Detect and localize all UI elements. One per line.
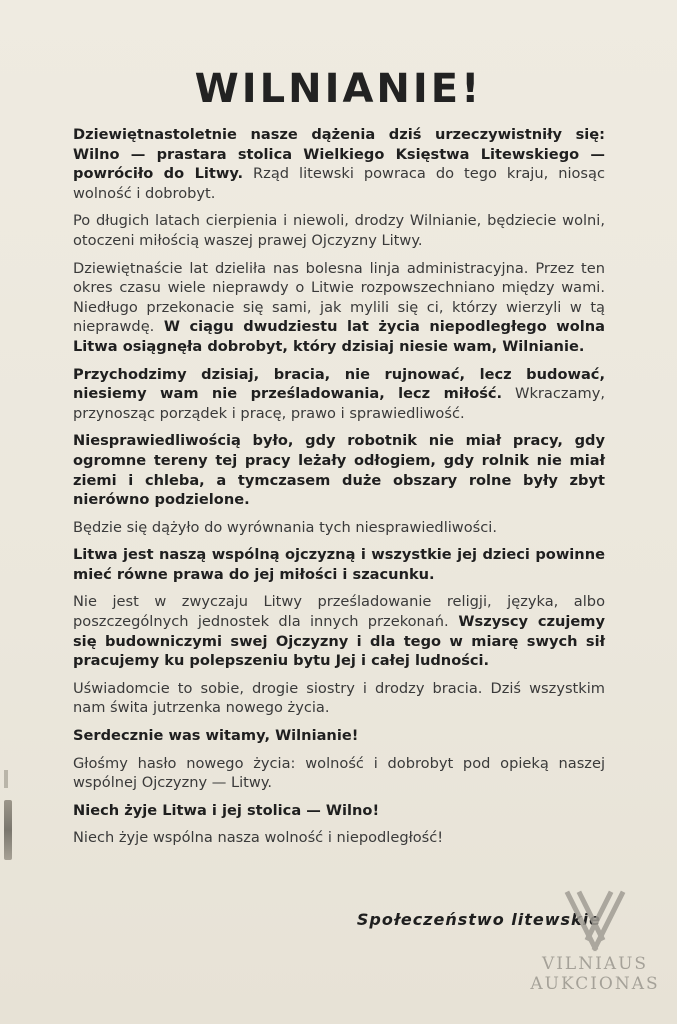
watermark-line2: AUKCIONAS bbox=[530, 974, 660, 994]
paragraph bbox=[73, 679, 605, 718]
bold-text: Wszyscy czujemy się budowniczymi swej Ojczyzny i dla tego w miarę swych sił pracujemy ku polepszeniu bytu Jej i całej ludności. bbox=[73, 613, 605, 670]
body-text: Będzie się dążyło do wyrównania tych niesprawiedliwości. bbox=[73, 518, 497, 536]
paragraph bbox=[73, 125, 605, 203]
paragraph bbox=[73, 518, 605, 538]
body-text: Wkraczamy, przynosząc porządek i pracę, prawo i sprawiedliwość. bbox=[73, 385, 605, 422]
paragraph bbox=[73, 211, 605, 250]
document-body bbox=[73, 125, 605, 856]
paragraph bbox=[73, 592, 605, 670]
signature: Społeczeństwo litewskie bbox=[356, 910, 601, 929]
bold-text: Serdecznie was witamy, Wilnianie! bbox=[73, 727, 359, 745]
body-text: Uświadomcie to sobie, drogie siostry i drodzy bracia. Dziś wszystkim nam świta jutrzenka nowego życia. bbox=[73, 679, 605, 717]
paragraph bbox=[73, 259, 605, 357]
body-text: Nie jest w zwyczaju Litwy prześladowanie religji, języka, albo poszczególnych jednostek dla innych przekonań. bbox=[73, 593, 605, 631]
paragraph bbox=[73, 801, 605, 821]
auction-logo-icon bbox=[560, 890, 630, 952]
paragraph bbox=[73, 754, 605, 793]
document-title: WILNIANIE! bbox=[194, 66, 483, 112]
paragraph bbox=[73, 365, 605, 424]
watermark bbox=[520, 890, 670, 1010]
bold-text: Przychodzimy dzisiaj, bracia, nie rujnować, lecz budować, niesiemy wam nie prześladowania, lecz miłość. bbox=[73, 365, 605, 403]
body-text: Głośmy hasło nowego życia: wolność i dobrobyt pod opieką naszej wspólnej Ojczyzny — Litwy. bbox=[73, 754, 605, 792]
paragraph bbox=[73, 431, 605, 509]
edge-stain bbox=[4, 770, 8, 788]
body-text: Rząd litewski powraca do tego kraju, niosąc wolność i dobrobyt. bbox=[73, 165, 605, 202]
bold-text: W ciągu dwudziestu lat życia niepodległego wolna Litwa osiągnęła dobrobyt, który dzisiaj niesie wam, Wilnianie. bbox=[73, 318, 605, 355]
body-text: Niech żyje wspólna nasza wolność i niepodległość! bbox=[73, 829, 444, 847]
body-text: Dziewiętnaście lat dzieliła nas bolesna linja administracyjna. Przez ten okres czasu wiele nieprawdy o Litwie rozpowszechniano między wami. Niedługo przekonacie się sami, jak mylili się ci, którzy wierzyli w tą nieprawdę. bbox=[73, 259, 605, 336]
bold-text: Dziewiętnastoletnie nasze dążenia dziś urzeczywistniły się: Wilno — prastara stolica Wielkiego Księstwa Litewskiego — powróciło do Litwy. bbox=[73, 126, 605, 183]
paragraph bbox=[73, 545, 605, 584]
body-text: Po długich latach cierpienia i niewoli, drodzy Wilnianie, będziecie wolni, otoczeni miłością waszej prawej Ojczyzny Litwy. bbox=[73, 212, 605, 249]
watermark-line1: VILNIAUS bbox=[541, 954, 649, 974]
bold-text: Litwa jest naszą wspólną ojczyzną i wszystkie jej dzieci powinne mieć równe prawa do jej miłości i szacunku. bbox=[73, 546, 605, 583]
edge-stain bbox=[4, 800, 12, 860]
bold-text: Niech żyje Litwa i jej stolica — Wilno! bbox=[73, 801, 380, 819]
paragraph bbox=[73, 726, 605, 746]
bold-text: Niesprawiedliwością było, gdy robotnik nie miał pracy, gdy ogromne tereny tej pracy leżały odłogiem, gdy rolnik nie miał ziemi i chleba, a tymczasem duże obszary rolne były zbyt nierówno podzielone. bbox=[73, 432, 605, 509]
paragraph bbox=[73, 828, 605, 848]
